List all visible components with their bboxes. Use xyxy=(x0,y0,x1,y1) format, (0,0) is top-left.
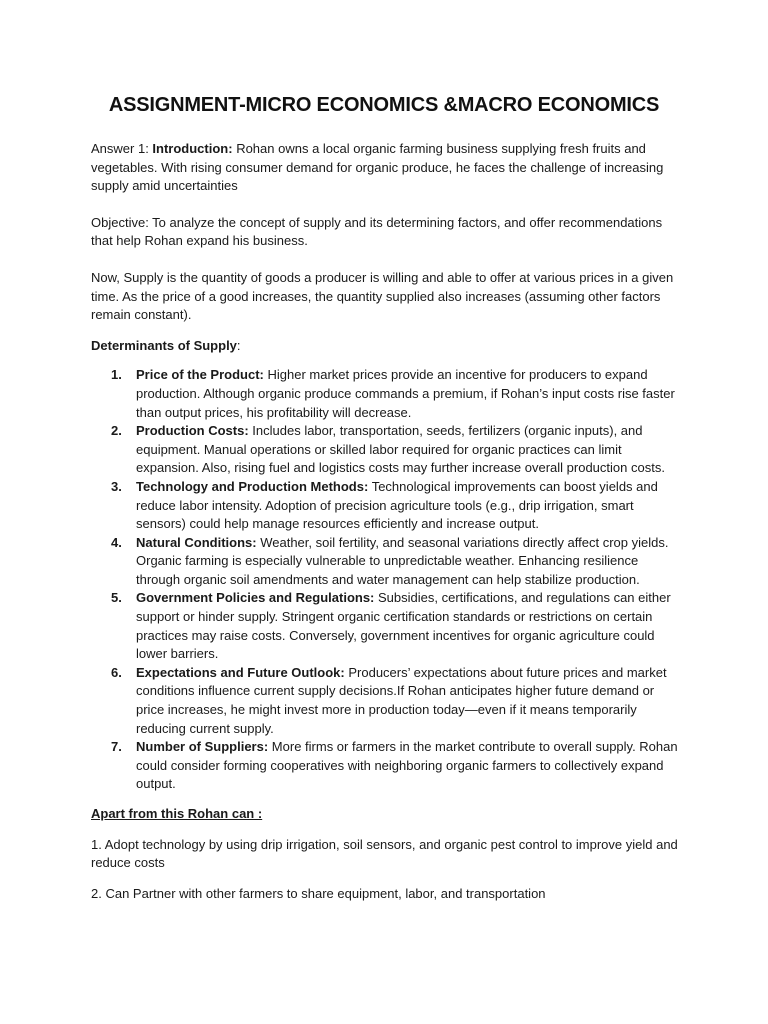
determinant-label: Production Costs: xyxy=(136,423,249,439)
determinant-label: Price of the Product: xyxy=(136,367,264,383)
determinant-item xyxy=(91,738,685,794)
determinant-label: Number of Suppliers: xyxy=(136,739,269,755)
objective-paragraph: Objective: To analyze the concept of supply and its determining factors, and offer recommendations that help Rohan expand his business. xyxy=(91,214,663,249)
apart-heading-text: Apart from this Rohan can : xyxy=(91,806,263,821)
determinant-text: Producers’ expectations about future prices and market conditions influence current supply decisions.If Rohan anticipates higher future demand or price increases, he might invest more in production today—even if it means temporarily reducing current supply. xyxy=(136,664,667,736)
answer-label: Answer 1: xyxy=(91,141,153,156)
document-body xyxy=(91,140,685,915)
determinant-number: 1. xyxy=(111,367,122,383)
determinant-item xyxy=(91,366,685,422)
determinants-heading xyxy=(91,337,685,356)
determinants-list xyxy=(91,366,685,794)
determinant-text: Includes labor, transportation, seeds, fertilizers (organic inputs), and equipment. Manual operations or skilled labor required for organic practices can limit expansion. Also, rising fuel and logistics costs may further increase overall production costs. xyxy=(136,423,665,476)
recommendation-item: 2. Can Partner with other farmers to share equipment, labor, and transportation xyxy=(91,885,546,901)
apart-heading xyxy=(91,805,685,824)
determinant-item xyxy=(91,534,685,590)
supply-definition-paragraph: Now, Supply is the quantity of goods a producer is willing and able to offer at various prices in a given time. As the price of a good increases, the quantity supplied also increases (assuming other factors remain constant). xyxy=(91,269,674,323)
determinant-text: Higher market prices provide an incentive for producers to expand production. Although organic produce commands a premium, if Rohan’s input costs rise faster than output prices, his profitability will decrease. xyxy=(136,367,675,420)
determinant-item xyxy=(91,589,685,663)
introduction-text: Rohan owns a local organic farming business supplying fresh fruits and vegetables. With rising consumer demand for organic produce, he faces the challenge of increasing supply amid uncertainties xyxy=(91,141,664,194)
determinant-text: Weather, soil fertility, and seasonal variations directly affect crop yields. Organic farming is especially vulnerable to unpredictable weather. Enhancing resilience through organic soil amendments and water management can help stabilize production. xyxy=(136,534,669,587)
determinant-number: 2. xyxy=(111,423,122,439)
determinants-heading-text: Determinants of Supply xyxy=(91,337,237,353)
introduction-label: Introduction: xyxy=(152,141,233,156)
determinants-heading-colon: : xyxy=(236,337,241,353)
determinant-item xyxy=(91,478,685,534)
determinant-label: Natural Conditions: xyxy=(136,534,257,550)
determinant-label: Expectations and Future Outlook: xyxy=(136,664,345,680)
recommendation-item: 1. Adopt technology by using drip irrigation, soil sensors, and organic pest control to improve yield and reduce costs xyxy=(91,836,678,871)
determinant-item xyxy=(91,664,685,738)
determinant-number: 5. xyxy=(111,590,122,606)
page-title: ASSIGNMENT-MICRO ECONOMICS &MACRO ECONOMICS xyxy=(108,94,660,116)
introduction-paragraph xyxy=(91,140,685,196)
determinant-label: Government Policies and Regulations: xyxy=(136,590,375,606)
determinant-text: Subsidies, certifications, and regulations can either support or hinder supply. Stringent organic certification standards or restrictions on certain practices may raise costs. Conversely, government incentives for organic agriculture could lower barriers. xyxy=(136,590,671,662)
determinant-text: Technological improvements can boost yields and reduce labor intensity. Adoption of precision agriculture tools (e.g., drip irrigation, smart sensors) could help manage resources efficiently and increase output. xyxy=(136,478,658,532)
determinant-item xyxy=(91,422,685,478)
determinant-number: 4. xyxy=(111,534,122,550)
determinant-number: 6. xyxy=(111,664,122,680)
determinant-number: 7. xyxy=(111,739,122,755)
determinant-label: Technology and Production Methods: xyxy=(136,478,369,494)
determinant-text: More firms or farmers in the market contribute to overall supply. Rohan could consider forming cooperatives with neighboring organic farmers to collectively expand output. xyxy=(136,739,678,792)
determinant-number: 3. xyxy=(111,478,122,494)
